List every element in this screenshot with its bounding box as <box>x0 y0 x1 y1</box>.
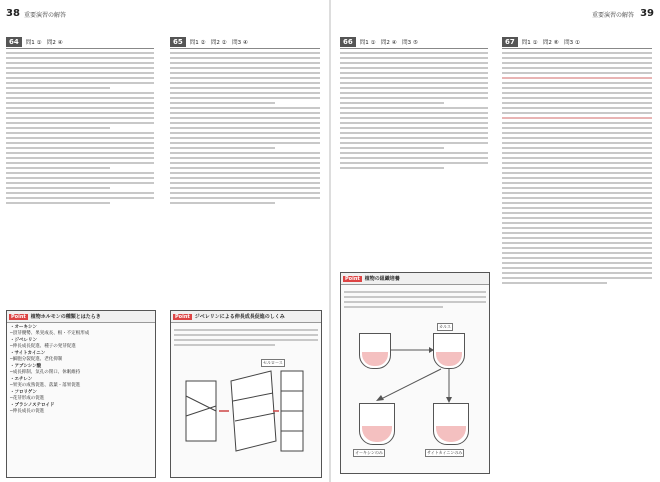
question-header <box>502 36 652 49</box>
question-header <box>340 36 488 49</box>
point-badge: Point <box>345 275 360 282</box>
point-title: 植物ホルモンの種類とはたらき <box>30 314 101 320</box>
list-item: ・ジベレリン ─伸長成長促進、種子の発芽促進 <box>10 338 76 349</box>
answer-text <box>170 52 320 204</box>
answer-summary: 問1 ① 問2 ⑧ 問3 ① <box>521 40 580 46</box>
question-66 <box>340 36 488 172</box>
question-header <box>170 36 320 49</box>
answer-summary: 問1 ② 問2 ② 問3 ④ <box>189 40 248 46</box>
answer-text <box>6 52 154 204</box>
right-page <box>330 0 660 482</box>
list-item: ・エチレン ─果実の成熟促進、落葉・落果促進 <box>10 377 81 388</box>
list-item: ・ブラシノステロイド ─伸長成長の促進 <box>10 403 55 414</box>
page-title-left: 重要演習の解答 <box>24 12 67 19</box>
question-number: 64 <box>6 37 22 47</box>
point-title: ジベレリンによる伸長成長促進のしくみ <box>194 314 285 320</box>
answer-summary: 問1 ① 問2 ④ <box>25 40 63 46</box>
cellulose-label: セルロース <box>263 360 283 365</box>
question-67 <box>502 36 652 287</box>
answer-summary: 問1 ① 問2 ④ 問3 ⑤ <box>359 40 418 46</box>
point-badge: Point <box>11 313 26 320</box>
page-number-left: 38 <box>6 8 20 19</box>
list-item: ・オーキシン ─頂芽優勢、果実成長、根・不定根形成 <box>10 325 90 336</box>
point-badge: Point <box>175 313 190 320</box>
question-number: 67 <box>502 37 518 47</box>
cell-elongation-diagram <box>181 361 311 466</box>
answer-text <box>502 52 652 284</box>
question-number: 66 <box>340 37 356 47</box>
question-header <box>6 36 154 49</box>
question-number: 65 <box>170 37 186 47</box>
auxin-only-label: オーキシンのみ <box>355 450 383 455</box>
point-box-plant-hormones <box>6 310 156 478</box>
cytokinin-only-label: サイトカイニンのみ <box>427 450 463 455</box>
page-title-right: 重要演習の解答 <box>591 12 634 19</box>
callus-label: カルス <box>439 324 451 329</box>
point-box-gibberellin <box>170 310 322 478</box>
answer-text <box>340 52 488 169</box>
list-item: ・フロリゲン ─花芽形成の促進 <box>10 390 45 401</box>
page-number-right: 39 <box>640 8 654 19</box>
question-65 <box>170 36 320 207</box>
list-item: ・アブシシン酸 ─成長抑制、気孔の閉口、休眠維持 <box>10 364 81 375</box>
list-item: ・サイトカイニン ─細胞分裂促進、老化抑制 <box>10 351 63 362</box>
point-title: 植物の組織培養 <box>364 276 400 282</box>
question-64 <box>6 36 154 207</box>
point-box-tissue-culture <box>340 272 490 474</box>
culture-arrows <box>341 273 489 473</box>
